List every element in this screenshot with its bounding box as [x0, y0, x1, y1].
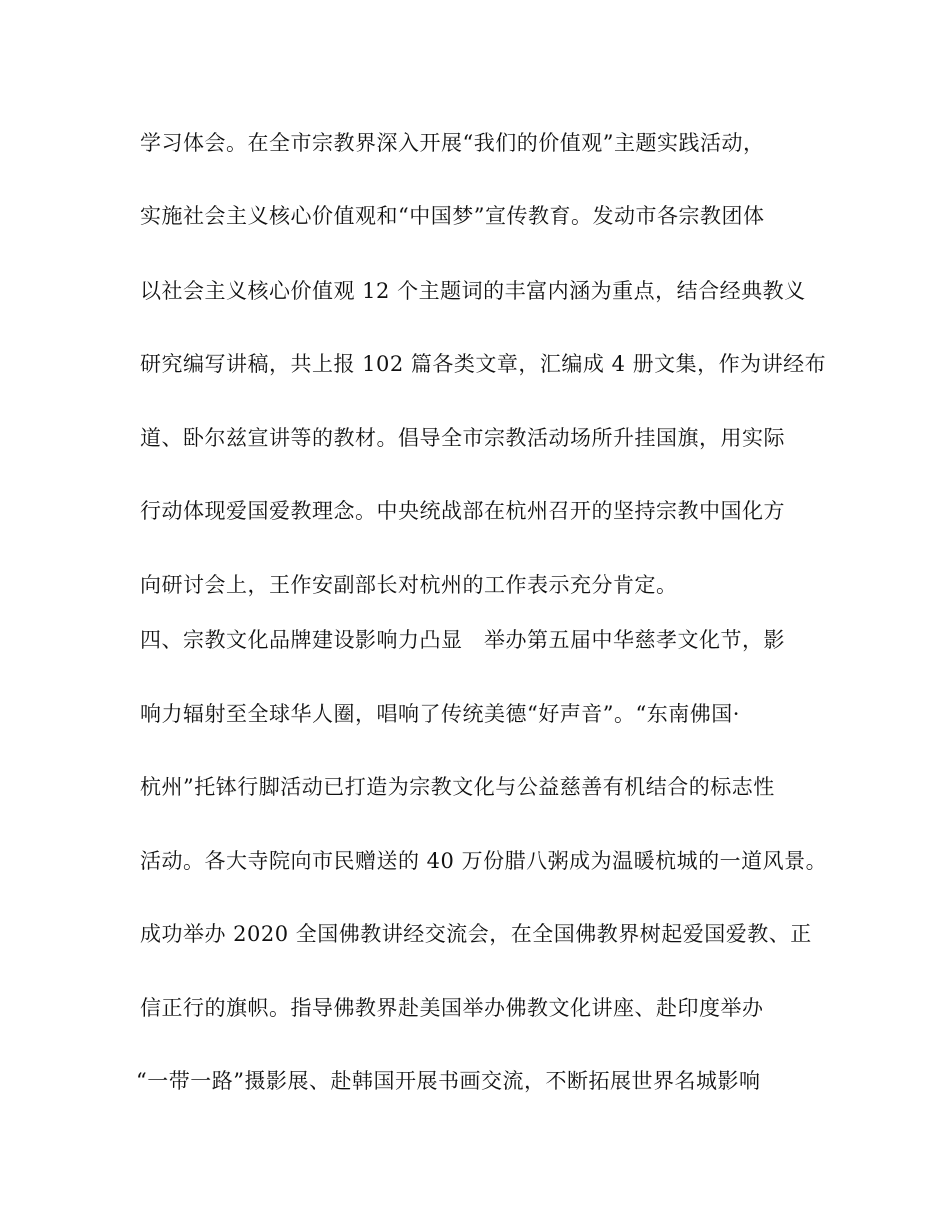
text-line-13: 信正行的旗帜。指导佛教界赴美国举办佛教文化讲座、赴印度举办: [140, 996, 764, 1020]
text-line-3: 以社会主义核心价值观 12 个主题词的丰富内涵为重点，结合经典教义: [140, 279, 806, 303]
text-line-6: 行动体现爱国爱教理念。中央统战部在杭州召开的坚持宗教中国化方: [140, 499, 785, 523]
section-heading-line: 四、宗教文化品牌建设影响力凸显 举办第五届中华慈孝文化节，影: [140, 628, 785, 652]
text-line-2: 实施社会主义核心价值观和“中国梦”宣传教育。发动市各宗教团体: [140, 204, 765, 228]
text-line-5: 道、卧尔兹宣讲等的教材。倡导全市宗教活动场所升挂国旗，用实际: [140, 426, 785, 450]
text-line-9: 响力辐射至全球华人圈，唱响了传统美德“好声音”。“东南佛国·: [140, 702, 740, 726]
text-line-4: 研究编写讲稿，共上报 102 篇各类文章，汇编成 4 册文集，作为讲经布: [140, 352, 827, 376]
text-line-14: “一带一路”摄影展、赴韩国开展书画交流，不断拓展世界名城影响: [136, 1069, 761, 1093]
text-line-7: 向研讨会上，王作安副部长对杭州的工作表示充分肯定。: [140, 573, 678, 597]
text-line-10: 杭州”托钵行脚活动已打造为宗教文化与公益慈善有机结合的标志性: [140, 775, 775, 799]
text-line-12: 成功举办 2020 全国佛教讲经交流会，在全国佛教界树起爱国爱教、正: [140, 922, 812, 946]
text-line-1: 学习体会。在全市宗教界深入开展“我们的价值观”主题实践活动，: [140, 131, 765, 155]
text-line-11: 活动。各大寺院向市民赠送的 40 万份腊八粥成为温暖杭城的一道风景。: [140, 849, 828, 873]
